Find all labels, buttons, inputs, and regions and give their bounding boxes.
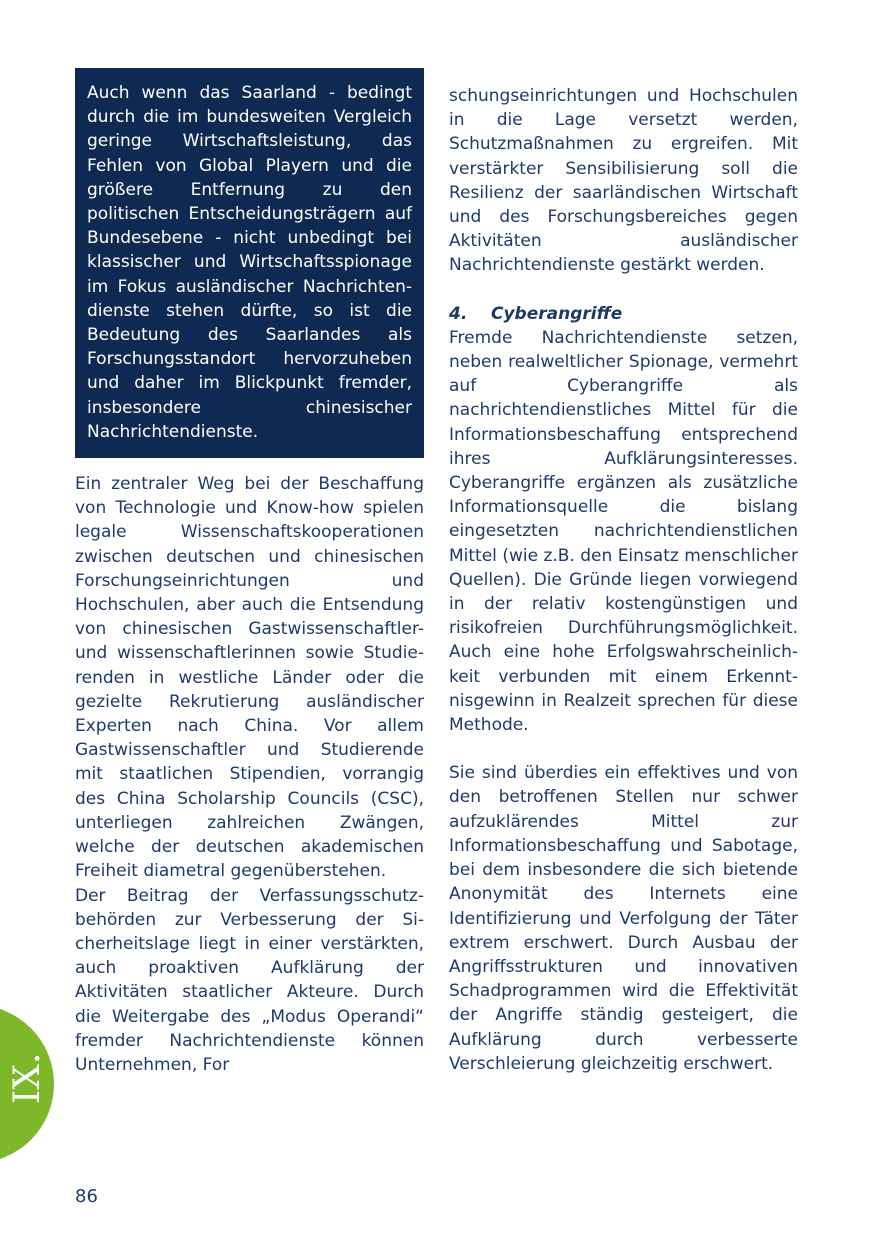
left-paragraph-1: Ein zentraler Weg bei der Beschaffung von Technologie und Know-how spielen legale Wissenschaftskooperationen zwischen deutschen und chinesischen Forschungseinrichtungen und Hochschulen, aber auch die Entsendung von chinesischen Gastwissenschaftler- und wissenschaftlerinnen sowie Studierenden in westliche Länder oder die gezielte Rekrutierung ausländischer Experten nach China. Vor allem Gastwissenschaftler und Studierende mit staatlichen Stipendien, vorrangig des China Scholarship Councils (CSC), unterliegen zahlreichen Zwängen, welche der deutschen akademischen Freiheit diametral gegenüberstehen. — [75, 474, 424, 882]
info-box — [75, 68, 424, 458]
section-heading — [449, 302, 798, 326]
section-title: Cyberangriffe — [491, 303, 623, 324]
chapter-label: IX. — [7, 1052, 48, 1104]
right-paragraph-3: Sie sind überdies ein effektives und von den betroffenen Stellen nur schwer aufzuklärendes Mittel zur Informationsbeschaffung und Sabotage, bei dem insbesondere die sich bietende Anonymität des Internets eine Identifizierung und Verfolgung der Täter extrem erschwert. Durch Ausbau der Angriffsstrukturen und innovativen Schadprogrammen wird die Effektivität der Angriffe ständig gesteigert, die Aufklärung durch verbesserte Verschleierung gleichzeitig erschwert. — [449, 763, 798, 1074]
page-number: 86 — [75, 1186, 98, 1207]
info-box-text: Auch wenn das Saarland - bedingt durch die im bundesweiten Vergleich geringe Wirtschaftsleistung, das Fehlen von Global Playern und die größere Entfernung zu den politischen Entscheidungsträgern auf Bundesebene - nicht unbedingt bei klassischer und Wirtschaftsspionage im Fokus ausländischer Nachrichtendienste stehen dürfte, so ist die Bedeutung des Saarlandes als Forschungsstandort hervorzuheben und daher im Blickpunkt fremder, insbesondere chinesischer Nachrichtendienste. — [87, 83, 412, 442]
right-column — [449, 84, 798, 1076]
right-paragraph-2: Fremde Nachrichtendienste setzen, neben realweltlicher Spionage, vermehrt auf Cyberangriffe als nachrichtendienstliches Mittel für die Informationsbeschaffung entsprechend ihres Aufklärungsinteresses. Cyberangriffe ergänzen als zusätzliche Informationsquelle die bislang eingesetzten nachrichtendienstlichen Mittel (wie z.B. den Einsatz menschlicher Quellen). Die Gründe liegen vorwiegend in der relativ kostengünstigen und risikofreien Durchführungsmöglichkeit. Auch eine hohe Erfolgswahrscheinlichkeit verbunden mit einem Erkenntnisgewinn in Realzeit sprechen für diese Methode. — [449, 327, 798, 736]
section-number: 4. — [449, 303, 468, 324]
paragraph-spacer — [449, 737, 798, 761]
right-paragraph-1: schungseinrichtungen und Hochschulen in die Lage versetzt werden, Schutzmaßnahmen zu ergreifen. Mit verstärkter Sensibilisierung soll die Resilienz der saarländischen Wirtschaft und des Forschungsbereiches gegen Aktivitäten ausländischer Nachrichtendienste gestärkt werden. — [449, 86, 798, 276]
left-paragraph-2: Der Beitrag der Verfassungsschutzbehörden zur Verbesserung der Sicherheitslage liegt in einer verstärkten, auch proaktiven Aufklärung der Aktivitäten staatlicher Akteure. Durch die Weitergabe des „Modus Operandi“ fremder Nachrichtendienste können Unternehmen, For — [75, 885, 424, 1075]
left-column — [75, 68, 424, 1077]
paragraph-spacer — [449, 278, 798, 302]
